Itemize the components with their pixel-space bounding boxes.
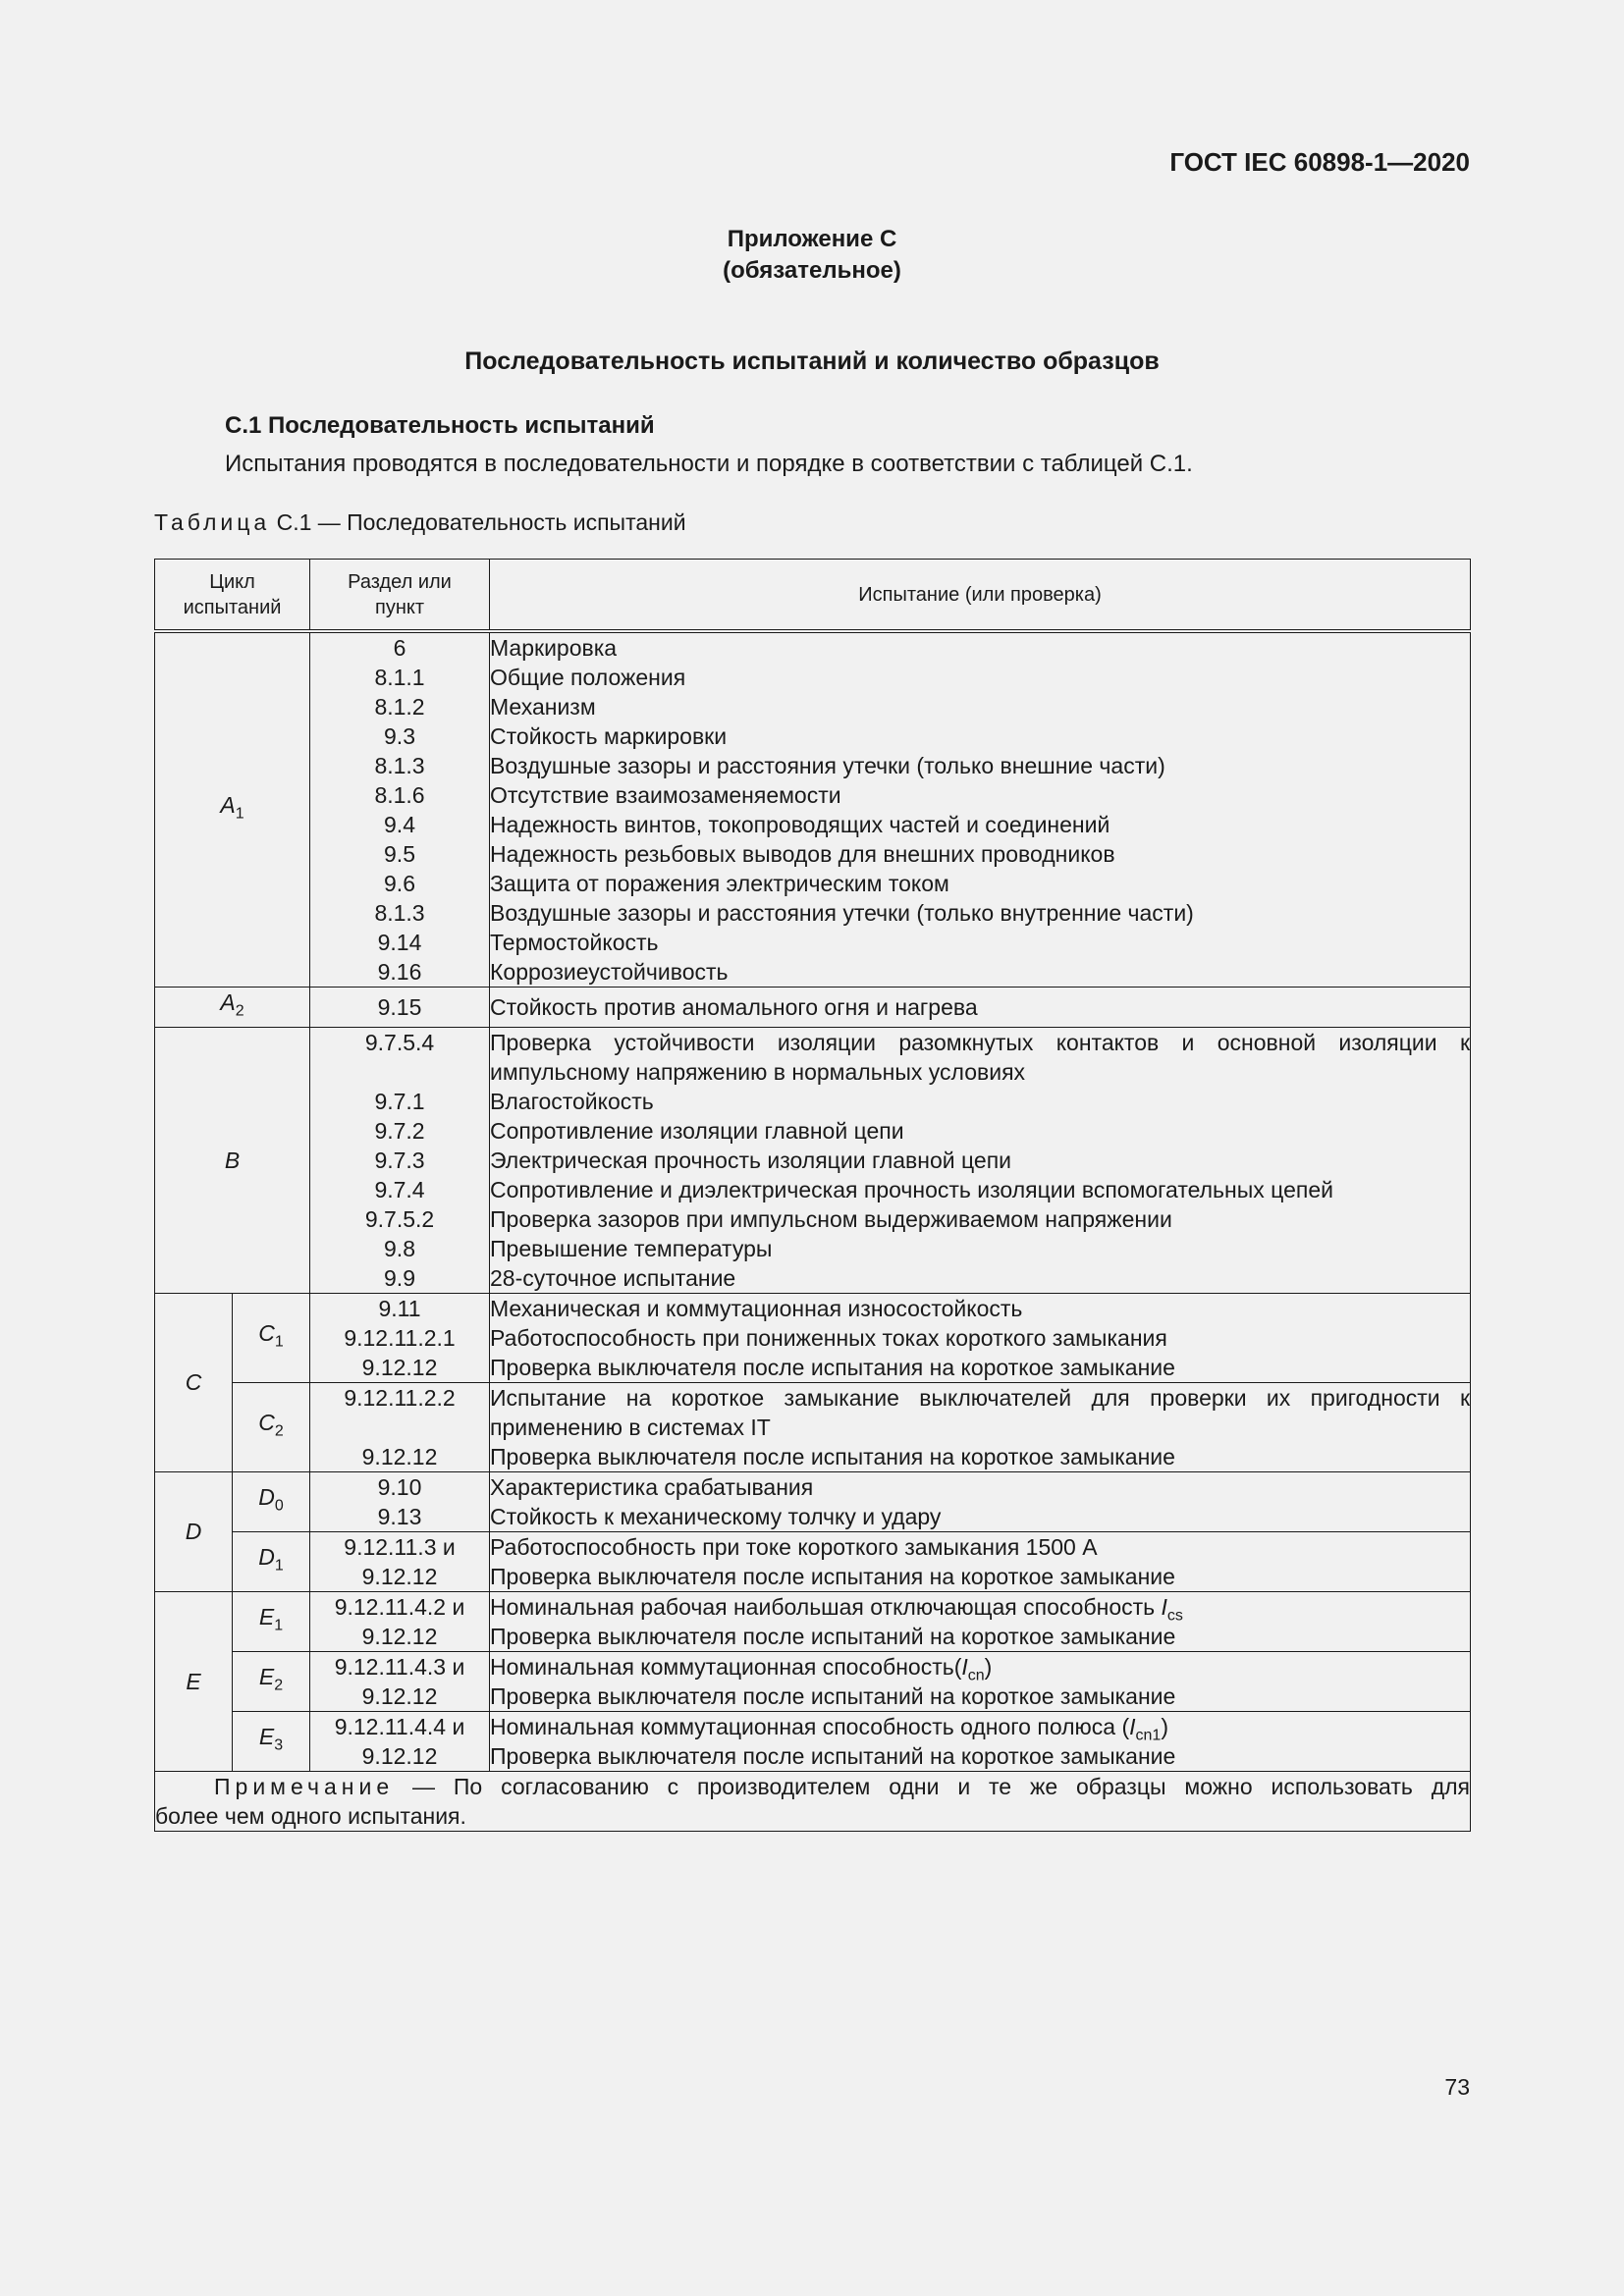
test-item: Работоспособность при токе короткого замыкания 1500 А [490, 1533, 1098, 1560]
subcycle-e3: $E_3$ [233, 1711, 310, 1771]
tests-c2 [490, 1382, 1471, 1471]
clause: 9.16 [377, 959, 422, 985]
section-heading: C.1 Последовательность испытаний [225, 412, 655, 439]
cycle-e: E [155, 1591, 233, 1771]
note-label: Примечание [214, 1773, 395, 1799]
test-item: Сопротивление и диэлектрическая прочность изоляции вспомогательных цепей [490, 1176, 1333, 1202]
table-note [155, 1771, 1471, 1831]
clauses-a2 [310, 988, 490, 1028]
clause: 9.10 [377, 1473, 422, 1500]
test-item-cont: применению в системах IT [490, 1414, 771, 1440]
test-item: Превышение температуры [490, 1235, 773, 1261]
clause: 9.12.12 [361, 1563, 438, 1589]
note-line1: — По согласованию с производителем одни и те же образцы можно использовать для [394, 1773, 1471, 1799]
clause: 8.1.3 [374, 753, 425, 778]
header-cycle-line2: испытаний [183, 596, 282, 618]
test-item: Стойкость маркировки [490, 723, 728, 749]
test-item: Стойкость против аномального огня и нагрева [490, 993, 978, 1020]
test-item: Проверка устойчивости изоляции разомкнутых контактов и основной изоляции к [490, 1029, 1471, 1055]
table-row-note [155, 1771, 1471, 1831]
cycle-c: C [155, 1293, 233, 1471]
test-item: Проверка выключателя после испытаний на короткое замыкание [490, 1742, 1176, 1769]
clauses-e3 [310, 1711, 490, 1771]
note-line2: более чем одного испытания. [155, 1802, 466, 1829]
test-item: Проверка выключателя после испытания на короткое замыкание [490, 1443, 1175, 1469]
clause: 9.12.12 [361, 1623, 438, 1649]
test-item: Проверка выключателя после испытания на короткое замыкание [490, 1354, 1175, 1380]
header-clause-line1: Раздел или [348, 570, 452, 593]
test-item: Отсутствие взаимозаменяемости [490, 782, 841, 808]
table-row-d1 [155, 1531, 1471, 1591]
clause: 9.12.12 [361, 1354, 438, 1380]
table-caption-text: C.1 — Последовательность испытаний [270, 509, 686, 535]
clause: 9.5 [384, 841, 415, 867]
subcycle-d1: $D_1$ [233, 1531, 310, 1591]
table-row-b [155, 1027, 1471, 1293]
clauses-d1 [310, 1531, 490, 1591]
test-item: Надежность винтов, токопроводящих частей и соединений [490, 812, 1110, 837]
test-item: Проверка зазоров при импульсном выдерживаемом напряжении [490, 1205, 1172, 1232]
clauses-b [310, 1027, 490, 1293]
clause: 9.12.11.4.4 и [334, 1713, 465, 1739]
table-row-c1 [155, 1293, 1471, 1382]
clause: 9.14 [377, 930, 422, 955]
clause: 8.1.1 [374, 665, 425, 690]
annex-title: Приложение C [727, 226, 897, 252]
test-item: Работоспособность при пониженных токах короткого замыкания [490, 1324, 1167, 1351]
clause: 9.8 [384, 1235, 415, 1261]
subcycle-d0: $D_0$ [233, 1471, 310, 1531]
subcycle-e2: $E_2$ [233, 1651, 310, 1711]
test-item: Стойкость к механическому толчку и удару [490, 1503, 942, 1529]
page-number: 73 [1444, 2074, 1470, 2100]
test-item: Механизм [490, 694, 596, 720]
clause: 9.12.11.4.3 и [334, 1653, 465, 1680]
test-item: Испытание на короткое замыкание выключателей для проверки их пригодности к [490, 1384, 1471, 1411]
subcycle-e1: $E_1$ [233, 1591, 310, 1651]
document-title: Последовательность испытаний и количество образцов [464, 347, 1160, 375]
test-item-cont: импульсному напряжению в нормальных условиях [490, 1058, 1026, 1085]
clause: 9.12.12 [361, 1742, 438, 1769]
subcycle-c2: $C_2$ [233, 1382, 310, 1471]
header-clause [310, 560, 490, 632]
clause: 9.4 [384, 812, 415, 837]
table-row-a1 [155, 631, 1471, 988]
subcycle-c1: $C_1$ [233, 1293, 310, 1382]
table-row-d0 [155, 1471, 1471, 1531]
header-clause-line2: пункт [375, 596, 425, 618]
clause: 8.1.2 [374, 694, 425, 720]
table-row-e1 [155, 1591, 1471, 1651]
tests-e2 [490, 1651, 1471, 1711]
annex-heading [0, 224, 1624, 287]
clauses-d0 [310, 1471, 490, 1531]
test-item: Коррозиеустойчивость [490, 959, 729, 985]
test-item: Воздушные зазоры и расстояния утечки (только внутренние части) [490, 900, 1194, 926]
clause: 6 [393, 635, 406, 661]
table-row-c2 [155, 1382, 1471, 1471]
clauses-a1 [310, 631, 490, 988]
clauses-c2 [310, 1382, 490, 1471]
test-item: Проверка выключателя после испытаний на короткое замыкание [490, 1682, 1176, 1709]
cycle-a2: $A_2$ [155, 988, 310, 1028]
clause: 8.1.6 [374, 782, 425, 808]
standard-designation: ГОСТ IEC 60898-1—2020 [1169, 147, 1470, 177]
test-item: 28-суточное испытание [490, 1264, 736, 1291]
test-item: Механическая и коммутационная износостойкость [490, 1295, 1023, 1321]
clause: 9.12.12 [361, 1443, 438, 1469]
test-item: Проверка выключателя после испытания на короткое замыкание [490, 1563, 1175, 1589]
clause: 9.11 [378, 1295, 421, 1321]
clause: 9.6 [384, 871, 415, 896]
test-item: Сопротивление изоляции главной цепи [490, 1117, 904, 1144]
test-item: Надежность резьбовых выводов для внешних проводников [490, 841, 1115, 867]
tests-e3 [490, 1711, 1471, 1771]
tests-e1 [490, 1591, 1471, 1651]
clause: 8.1.3 [374, 900, 425, 926]
clauses-c1 [310, 1293, 490, 1382]
table-row-e2 [155, 1651, 1471, 1711]
annex-subtitle: (обязательное) [723, 257, 901, 284]
cycle-d: D [155, 1471, 233, 1591]
tests-c1 [490, 1293, 1471, 1382]
clause: 9.7.5.4 [364, 1029, 435, 1055]
clause: 9.15 [377, 993, 422, 1020]
test-item: Электрическая прочность изоляции главной цепи [490, 1147, 1011, 1173]
clause: 9.7.1 [374, 1088, 425, 1114]
table-header-row [155, 560, 1471, 632]
clause: 9.12.11.4.2 и [334, 1593, 465, 1620]
clause: 9.7.4 [374, 1176, 425, 1202]
header-cycle [155, 560, 310, 632]
test-item: Номинальная коммутационная способность одного полюса $(I_{cn1})$ [490, 1713, 1168, 1744]
test-sequence-table [154, 559, 1471, 1832]
section-paragraph: Испытания проводятся в последовательности и порядке в соответствии с таблицей C.1. [225, 451, 1193, 477]
test-item: Защита от поражения электрическим током [490, 871, 949, 896]
test-item: Маркировка [490, 635, 618, 661]
clauses-e2 [310, 1651, 490, 1711]
test-item: Проверка выключателя после испытаний на короткое замыкание [490, 1623, 1176, 1649]
clause: 9.12.11.3 и [344, 1533, 456, 1560]
test-item: Общие положения [490, 665, 686, 690]
tests-a2 [490, 988, 1471, 1028]
clauses-e1 [310, 1591, 490, 1651]
table-row-a2 [155, 988, 1471, 1028]
table-caption-label: Таблица [154, 509, 271, 535]
clause: 9.9 [384, 1264, 415, 1291]
clause: 9.7.5.2 [364, 1205, 435, 1232]
test-item: Влагостойкость [490, 1088, 654, 1114]
clause: 9.12.12 [361, 1682, 438, 1709]
tests-a1 [490, 631, 1471, 988]
header-test: Испытание (или проверка) [490, 560, 1471, 632]
clause: 9.7.2 [374, 1117, 425, 1144]
tests-b [490, 1027, 1471, 1293]
test-item: Номинальная рабочая наибольшая отключающая способность $I_{cs}$ [490, 1593, 1183, 1625]
cycle-a1: $A_1$ [155, 631, 310, 988]
test-item: Термостойкость [490, 930, 659, 955]
cycle-b: B [155, 1027, 310, 1293]
test-item: Номинальная коммутационная $способность(I_{cn})$ [490, 1653, 993, 1684]
test-item: Воздушные зазоры и расстояния утечки (только внешние части) [490, 753, 1165, 778]
clause: 9.12.11.2.1 [344, 1324, 456, 1351]
header-cycle-line1: Цикл [209, 570, 255, 593]
table-row-e3 [155, 1711, 1471, 1771]
tests-d0 [490, 1471, 1471, 1531]
clause: 9.12.11.2.2 [344, 1384, 456, 1411]
clause: 9.13 [377, 1503, 422, 1529]
clause: 9.3 [384, 723, 415, 749]
tests-d1 [490, 1531, 1471, 1591]
clause: 9.7.3 [374, 1147, 425, 1173]
test-item: Характеристика срабатывания [490, 1473, 814, 1500]
table-caption [154, 509, 686, 536]
